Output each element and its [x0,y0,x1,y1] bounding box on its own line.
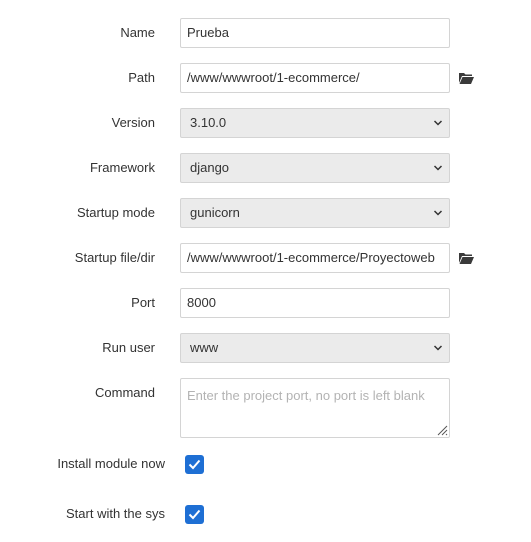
start-with-sys-checkbox[interactable] [185,505,204,524]
startup-mode-row [0,198,531,228]
path-label: Path [128,70,155,85]
startup-mode-label: Startup mode [76,205,155,220]
name-input[interactable]: Prueba [180,18,450,48]
path-row [0,63,531,93]
port-input[interactable]: 8000 [180,288,450,318]
folder-icon[interactable] [458,251,474,265]
framework-label: Framework [89,160,155,175]
startup-file-row [0,243,531,273]
start-with-sys-row [0,499,531,529]
startup-file-input[interactable]: /www/wwwroot/1-ecommerce/Proyectoweb [180,243,450,273]
framework-select[interactable] [180,153,450,183]
version-select[interactable] [180,108,450,138]
checkmark-icon [188,458,201,471]
command-row [0,378,531,438]
port-row [0,288,531,318]
chevron-down-icon [433,163,443,173]
framework-value: django [190,160,230,175]
install-module-checkbox[interactable] [185,455,204,474]
run-user-row [0,333,531,363]
version-value: 3.10.0 [190,115,227,130]
command-placeholder: Enter the project port, no port is left blank [187,388,425,403]
version-label: Version [111,115,155,130]
version-row [0,108,531,138]
folder-icon[interactable] [458,71,474,85]
chevron-down-icon [433,343,443,353]
startup-file-label: Startup file/dir [74,250,155,265]
resize-handle-icon[interactable] [436,424,448,436]
path-input[interactable]: /www/wwwroot/1-ecommerce/ [180,63,450,93]
install-module-row [0,449,531,479]
startup-mode-value: gunicorn [190,205,240,220]
name-row [0,18,531,48]
checkmark-icon [188,508,201,521]
run-user-value: www [190,340,219,355]
port-label: Port [131,295,155,310]
chevron-down-icon [433,208,443,218]
framework-row [0,153,531,183]
command-label: Command [95,385,155,400]
install-module-label: Install module now [57,456,165,471]
start-with-sys-label: Start with the sys [66,506,165,521]
command-textarea[interactable] [180,378,450,438]
name-label: Name [120,25,155,40]
chevron-down-icon [433,118,443,128]
run-user-label: Run user [102,340,155,355]
run-user-select[interactable] [180,333,450,363]
startup-mode-select[interactable] [180,198,450,228]
